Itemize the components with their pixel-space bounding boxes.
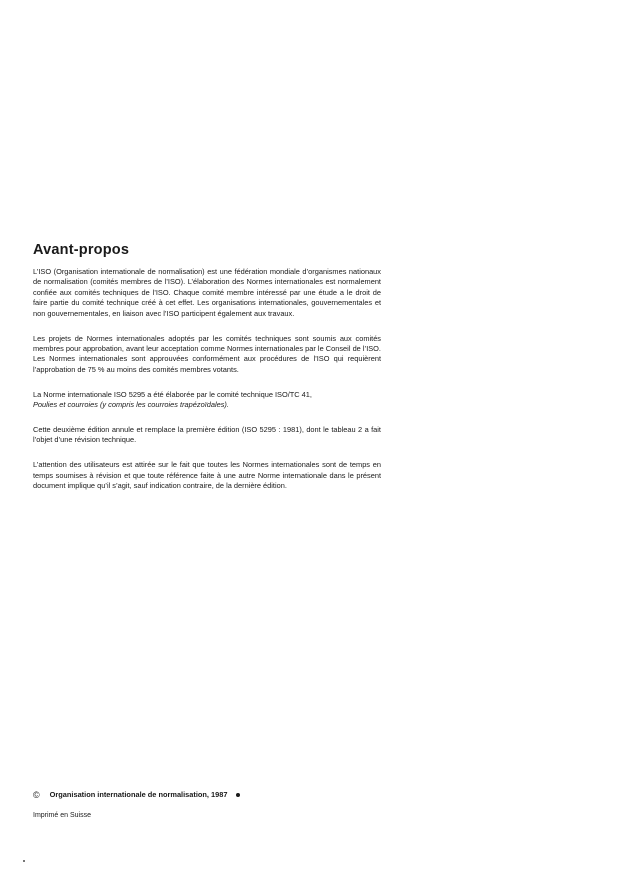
copyright-text: Organisation internationale de normalisation, 1987 — [49, 790, 228, 799]
norm-committee-title: Poulies et courroies (y compris les courroies trapézoïdales). — [33, 400, 229, 410]
paragraph-iso-intro: L’ISO (Organisation internationale de normalisation) est une fédération mondiale d’organismes nationaux de normalisation (comités membres de l’ISO). L’élaboration des Normes internationales est normalement confiée aux comités techniques de l’ISO. Chaque comité membre intéressé par une étude a le droit de faire partie du comité technique créé à cet effet. Les organisations internationales, gouvernementales et non gouvernementales, en liaison avec l’ISO participent également aux travaux. — [33, 267, 381, 318]
page-footer — [33, 790, 393, 821]
bullet-icon — [236, 793, 240, 797]
paragraph-norm-iso-5295 — [33, 390, 381, 411]
printed-in-text: Imprimé en Suisse — [33, 812, 91, 819]
foreword-section — [33, 242, 381, 506]
copyright-line — [33, 790, 393, 800]
page-title: Avant-propos — [33, 242, 130, 258]
copyright-icon: © — [33, 790, 40, 800]
page-mark-dot — [23, 860, 25, 862]
paragraph-draft-standards: Les projets de Normes internationales adoptés par les comités techniques sont soumis aux comités membres pour approbation, avant leur acceptation comme Normes internationales par le Conseil de l’ISO. Les Normes internationales sont approuvées conformément aux procédures de l’ISO qui requièrent l’approbation de 75 % au moins des comités membres votants. — [33, 333, 381, 374]
norm-statement: La Norme internationale ISO 5295 a été élaborée par le comité technique ISO/TC 41, — [33, 389, 312, 399]
paragraph-edition: Cette deuxième édition annule et remplace la première édition (ISO 5295 : 1981), dont le tableau 2 a fait l’objet d’une révision technique. — [33, 424, 381, 445]
paragraph-attention: L’attention des utilisateurs est attirée sur le fait que toutes les Normes internationales sont de temps en temps soumises à révision et que toute référence faite à une autre Norme internationale dans le présent document implique qu’il s’agit, sauf indication contraire, de la dernière édition. — [33, 460, 381, 491]
